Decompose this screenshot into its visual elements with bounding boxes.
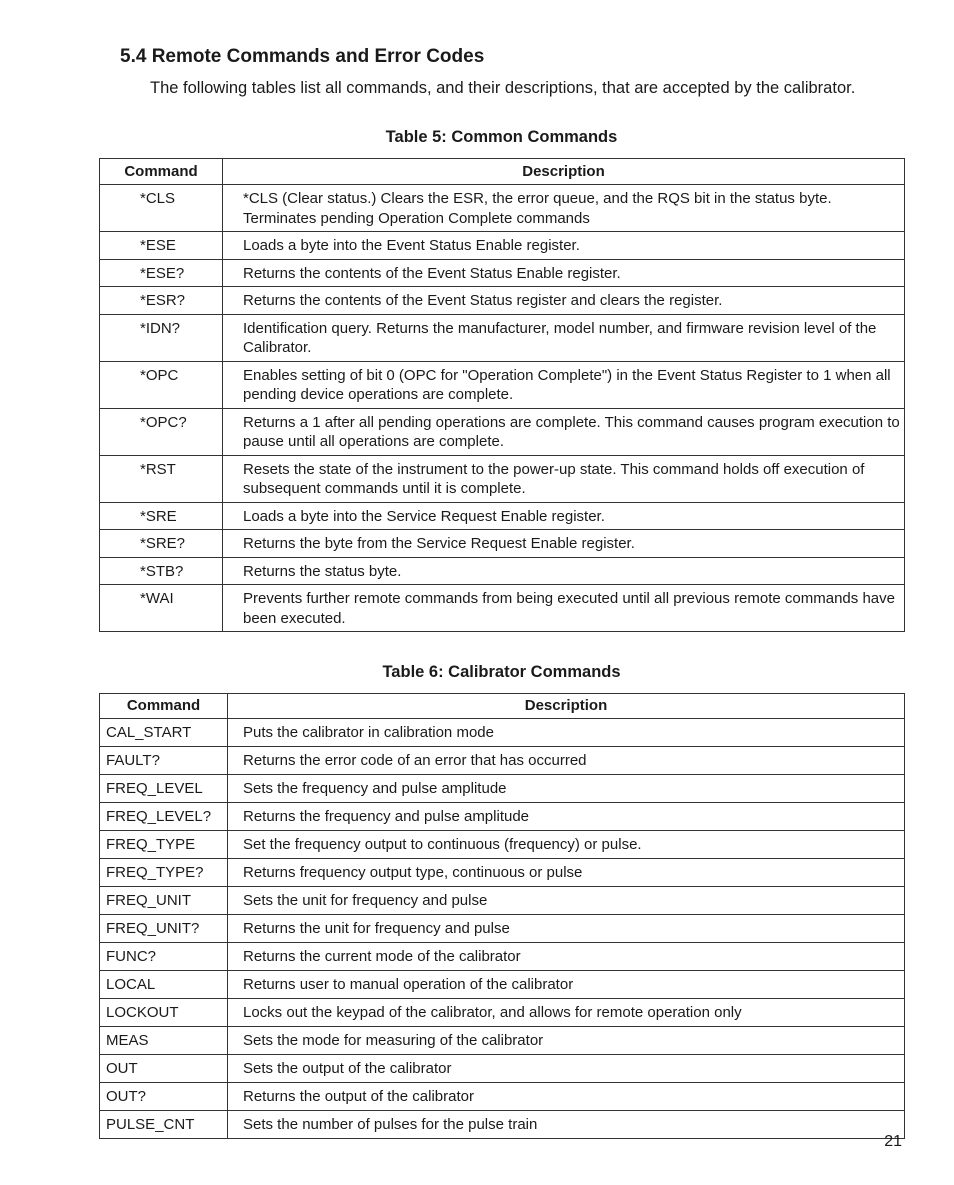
command-cell: *ESE — [100, 232, 223, 260]
table-row — [100, 887, 905, 915]
table-row — [100, 915, 905, 943]
table-row — [100, 557, 905, 585]
command-cell: MEAS — [100, 1027, 228, 1055]
description-cell: Returns the unit for frequency and pulse — [228, 915, 905, 943]
command-cell: *STB? — [100, 557, 223, 585]
command-cell: OUT? — [100, 1083, 228, 1111]
description-cell: Resets the state of the instrument to the power-up state. This command holds off execution of subsequent commands until it is complete. — [223, 455, 905, 502]
table-row — [100, 232, 905, 260]
table-row — [100, 259, 905, 287]
description-cell: Sets the mode for measuring of the calibrator — [228, 1027, 905, 1055]
command-cell: *RST — [100, 455, 223, 502]
table6-body — [100, 719, 905, 1139]
description-cell: Identification query. Returns the manufacturer, model number, and firmware revision level of the Calibrator. — [223, 314, 905, 361]
table-row — [100, 408, 905, 455]
command-cell: *ESR? — [100, 287, 223, 315]
command-cell: FREQ_UNIT — [100, 887, 228, 915]
command-cell: PULSE_CNT — [100, 1111, 228, 1139]
table-row — [100, 803, 905, 831]
calibrator-commands-table — [99, 693, 905, 1139]
command-cell: OUT — [100, 1055, 228, 1083]
table-row — [100, 859, 905, 887]
command-cell: *WAI — [100, 585, 223, 632]
description-cell: Sets the unit for frequency and pulse — [228, 887, 905, 915]
command-cell: LOCKOUT — [100, 999, 228, 1027]
command-cell: *OPC — [100, 361, 223, 408]
table-row — [100, 1111, 905, 1139]
table-row — [100, 971, 905, 999]
command-cell: FREQ_UNIT? — [100, 915, 228, 943]
description-cell: Returns the status byte. — [223, 557, 905, 585]
command-cell: *CLS — [100, 185, 223, 232]
table-row — [100, 775, 905, 803]
command-cell: *SRE — [100, 502, 223, 530]
page-number: 21 — [884, 1133, 902, 1150]
command-cell: *OPC? — [100, 408, 223, 455]
table-row — [100, 999, 905, 1027]
command-cell: *SRE? — [100, 530, 223, 558]
intro-paragraph: The following tables list all commands, and their descriptions, that are accepted by the calibrator. — [150, 79, 856, 97]
description-cell: Returns the byte from the Service Request Enable register. — [223, 530, 905, 558]
table-row — [100, 585, 905, 632]
description-cell: Enables setting of bit 0 (OPC for "Operation Complete") in the Event Status Register to 1 when all pending device operations are complete. — [223, 361, 905, 408]
table-row — [100, 1083, 905, 1111]
table-row — [100, 502, 905, 530]
command-cell: *IDN? — [100, 314, 223, 361]
description-cell: Prevents further remote commands from being executed until all previous remote commands have been executed. — [223, 585, 905, 632]
command-cell: FREQ_TYPE — [100, 831, 228, 859]
column-header-description: Description — [223, 159, 905, 185]
common-commands-table — [99, 158, 905, 632]
table-row — [100, 943, 905, 971]
command-cell: *ESE? — [100, 259, 223, 287]
description-cell: Loads a byte into the Event Status Enable register. — [223, 232, 905, 260]
command-cell: FAULT? — [100, 747, 228, 775]
table5-caption: Table 5: Common Commands — [385, 128, 618, 146]
command-cell: CAL_START — [100, 719, 228, 747]
table-row — [100, 719, 905, 747]
description-cell: Returns the current mode of the calibrator — [228, 943, 905, 971]
command-cell: FREQ_LEVEL? — [100, 803, 228, 831]
description-cell: Locks out the keypad of the calibrator, and allows for remote operation only — [228, 999, 905, 1027]
table-row — [100, 1055, 905, 1083]
table-row — [100, 185, 905, 232]
description-cell: Returns frequency output type, continuous or pulse — [228, 859, 905, 887]
description-cell: Sets the frequency and pulse amplitude — [228, 775, 905, 803]
description-cell: Set the frequency output to continuous (frequency) or pulse. — [228, 831, 905, 859]
table-row — [100, 314, 905, 361]
column-header-command: Command — [100, 694, 228, 719]
description-cell: Loads a byte into the Service Request Enable register. — [223, 502, 905, 530]
description-cell: Returns the contents of the Event Status register and clears the register. — [223, 287, 905, 315]
description-cell: Returns user to manual operation of the calibrator — [228, 971, 905, 999]
description-cell: Returns the frequency and pulse amplitude — [228, 803, 905, 831]
command-cell: FREQ_TYPE? — [100, 859, 228, 887]
table-row — [100, 831, 905, 859]
table-header-row — [100, 694, 905, 719]
table-row — [100, 361, 905, 408]
table-row — [100, 455, 905, 502]
description-cell: Returns the output of the calibrator — [228, 1083, 905, 1111]
description-cell: Sets the output of the calibrator — [228, 1055, 905, 1083]
table-header-row — [100, 159, 905, 185]
column-header-command: Command — [100, 159, 223, 185]
command-cell: FUNC? — [100, 943, 228, 971]
command-cell: LOCAL — [100, 971, 228, 999]
description-cell: *CLS (Clear status.) Clears the ESR, the error queue, and the RQS bit in the status byte. Terminates pending Operation Complete commands — [223, 185, 905, 232]
description-cell: Returns a 1 after all pending operations are complete. This command causes program execution to pause until all operations are complete. — [223, 408, 905, 455]
description-cell: Returns the error code of an error that has occurred — [228, 747, 905, 775]
description-cell: Sets the number of pulses for the pulse train — [228, 1111, 905, 1139]
description-cell: Returns the contents of the Event Status Enable register. — [223, 259, 905, 287]
column-header-description: Description — [228, 694, 905, 719]
description-cell: Puts the calibrator in calibration mode — [228, 719, 905, 747]
table5-body — [100, 185, 905, 632]
table-row — [100, 1027, 905, 1055]
table6-caption: Table 6: Calibrator Commands — [382, 663, 621, 681]
section-heading: 5.4 Remote Commands and Error Codes — [120, 46, 485, 67]
table-row — [100, 530, 905, 558]
table-row — [100, 747, 905, 775]
table-row — [100, 287, 905, 315]
command-cell: FREQ_LEVEL — [100, 775, 228, 803]
